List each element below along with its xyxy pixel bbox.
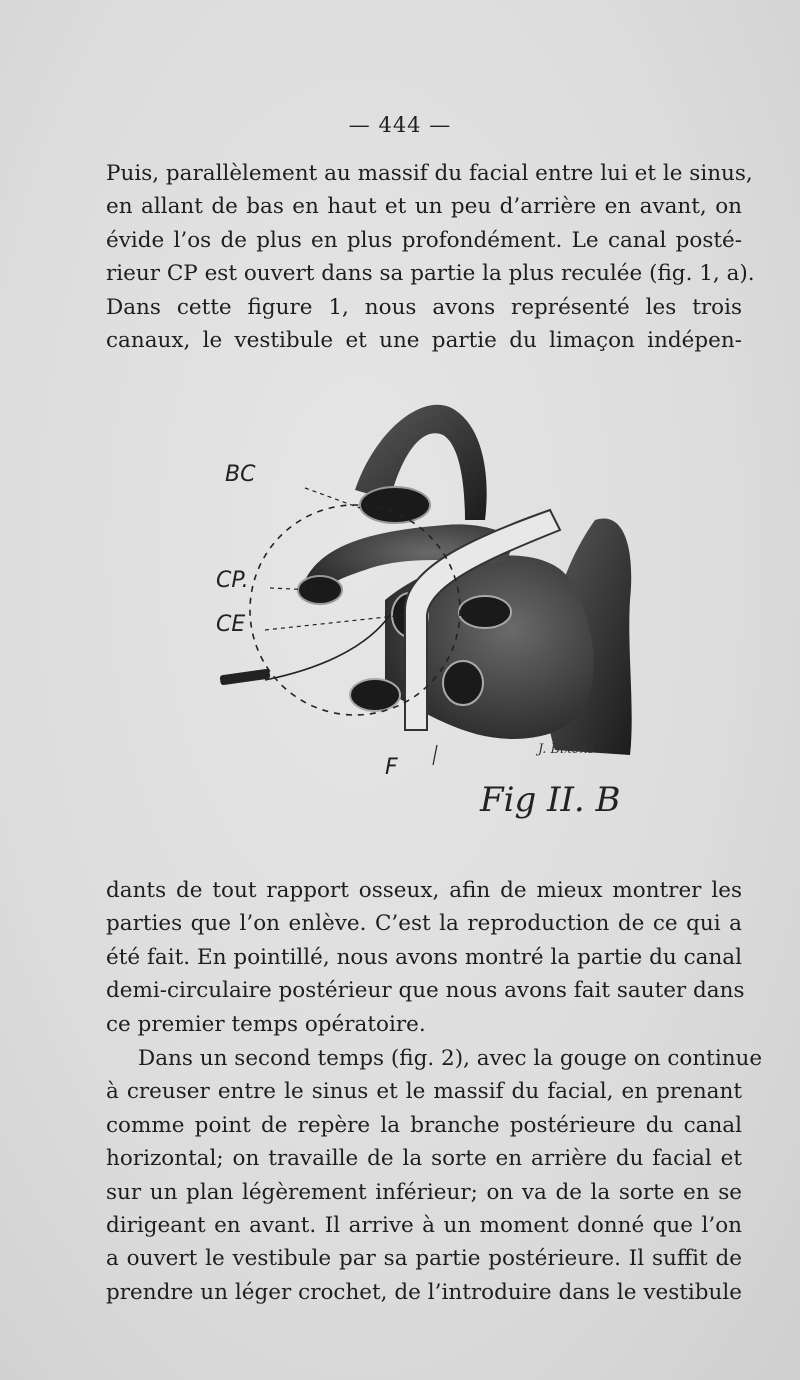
canal-opening-shape xyxy=(459,596,511,628)
page-number: — 444 — xyxy=(348,113,452,137)
text-line: évide l’os de plus en plus profondément. Le canal posté- xyxy=(106,227,742,253)
probe-handle xyxy=(220,669,271,686)
text-line: Dans cette figure 1, nous avons représenté les trois xyxy=(106,294,742,320)
text-line: Dans un second temps (fig. 2), avec la gouge on continue xyxy=(138,1046,763,1071)
text-line: Puis, parallèlement au massif du facial entre lui et le sinus, xyxy=(106,161,753,186)
canal-opening-shape xyxy=(360,487,430,523)
label-f: F xyxy=(385,755,398,780)
label-bc: BC xyxy=(225,462,256,487)
label-leader-line xyxy=(433,745,437,765)
text-line: canaux, le vestibule et une partie du limaçon indépen- xyxy=(106,328,742,354)
text-line: à creuser entre le sinus et le massif du facial, en prenant xyxy=(106,1079,742,1105)
text-line: a ouvert le vestibule par sa partie postérieure. Il suffit de xyxy=(106,1246,742,1272)
probe-wire xyxy=(265,615,390,680)
text-line: demi-circulaire postérieur que nous avons fait sauter dans xyxy=(106,978,745,1004)
paragraph-3 xyxy=(106,1042,763,1309)
text-line: prendre un léger crochet, de l’introduire dans le vestibule xyxy=(106,1279,742,1305)
canal-opening-shape xyxy=(350,679,400,711)
illustrator-signature: J. Bixons xyxy=(538,742,595,757)
text-line: en allant de bas en haut et un peu d’arrière en avant, on xyxy=(106,194,742,220)
text-line: parties que l’on enlève. C’est la reproduction de ce qui a xyxy=(106,911,742,937)
text-line: comme point de repère la branche postérieure du canal xyxy=(106,1112,742,1138)
canal-opening-shape xyxy=(443,661,483,705)
text-line: rieur CP est ouvert dans sa partie la plus reculée (fig. 1, a). xyxy=(106,261,755,287)
figure-caption: Fig II. B xyxy=(480,780,621,820)
paragraph-2 xyxy=(106,874,745,1041)
text-line: ce premier temps opératoire. xyxy=(106,1011,426,1037)
label-leader-line xyxy=(305,488,360,508)
label-ce: CE xyxy=(216,612,246,637)
text-line: été fait. En pointillé, nous avons montré la partie du canal xyxy=(106,944,742,970)
text-line: horizontal; on travaille de la sorte en arrière du facial et xyxy=(106,1146,742,1172)
text-line: sur un plan légèrement inférieur; on va de la sorte en se xyxy=(106,1179,742,1205)
label-cp: CP. xyxy=(216,568,249,593)
paragraph-1 xyxy=(106,157,755,357)
text-line: dants de tout rapport osseux, afin de mieux montrer les xyxy=(106,878,742,903)
text-line: dirigeant en avant. Il arrive à un moment donné que l’on xyxy=(106,1213,742,1239)
